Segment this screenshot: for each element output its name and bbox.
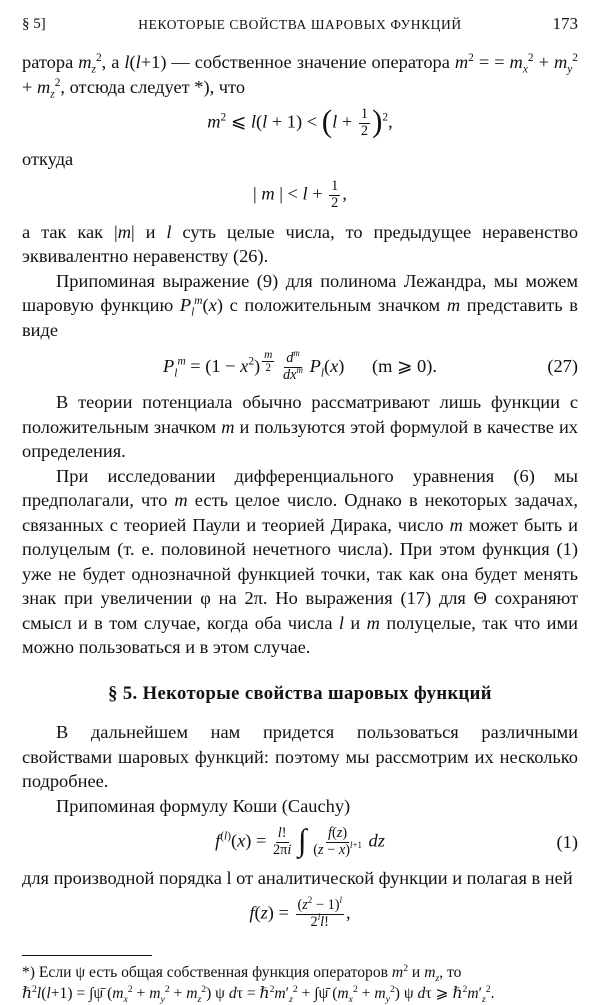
equation-1: $f^{(l)}(x)$ = $\frac{l!}{2\pi i}$ ∫ $\frac{f(z)}{(z - x)^{l+1}}$ dz (1) bbox=[215, 821, 578, 858]
page-body bbox=[22, 50, 578, 1004]
paragraph: В дальнейшем нам придется пользоваться различными свойствами шаровых функций: поэтому мы рассмотрим их несколько подробнее. bbox=[22, 722, 578, 791]
paragraph: для производной порядка l от аналитической функции и полагая в ней bbox=[22, 868, 573, 888]
section-heading: § 5. Некоторые свойства шаровых функций bbox=[108, 682, 492, 704]
paragraph: а так как |m| и l суть целые числа, то предыдущее неравенство эквивалентно неравенству (26). bbox=[22, 221, 579, 266]
equation-27: $P_l^m = (1 - x^2)$ $^{\frac{m}{2}}$ $\frac{d^m}{dx^m}$ $P_l(x)$ (m ⩾ 0). (27) bbox=[163, 348, 578, 383]
equation: | m | < l + $\frac{1}{2}$ , bbox=[253, 178, 347, 211]
page-number: 173 bbox=[552, 14, 578, 33]
paragraph: откуда bbox=[22, 149, 74, 169]
paragraph: Припоминая формулу Коши (Cauchy) bbox=[56, 795, 351, 816]
header-section: § 5] bbox=[22, 16, 46, 32]
equation-number: (1) bbox=[556, 831, 578, 852]
equation: f(z) = $\frac{(z^2 - 1)^l}{2^ll!}$ , bbox=[249, 895, 351, 930]
running-header bbox=[22, 14, 578, 38]
equation: $m^2$ ⩽ l(l + 1) < (l + $\frac{1}{2}$ )$^2$, bbox=[207, 102, 393, 139]
paragraph: Припоминая выражение (9) для полинома Лежандра, мы можем шаровую функцию $P_l^m(x)$ с положительным значком m представить в виде bbox=[22, 270, 578, 340]
paragraph: При исследовании дифференциального уравнения (6) мы предполагали, что m есть целое число. Однако в некоторых задачах, связанных с теорией Паули и теорией Дирака, число m может быть и полуцелым (т. е. половиной нечетного числа). При этом функция (1) уже не будет однозначной функцией точки, так как она будет менять знак при увеличении φ на 2π. Но выражения (17) для Θ сохраняют смысл и в том случае, когда оба числа l и m полуцелые, так что ими можно пользоваться и в этом случае. bbox=[22, 465, 579, 657]
header-title: НЕКОТОРЫЕ СВОЙСТВА ШАРОВЫХ ФУНКЦИЙ bbox=[138, 17, 462, 32]
footnote: *) Если ψ есть общая собственная функция операторов $m^2$ и $m_z$, то ℏ$^2$l(l+1) = ∫ψ̄ $(m_x^2 + m_y^2 + m_z^2)$ ψ $d\tau = \hbar^2m'_z^2$ + ∫ψ̄ $(m_x^2 + m_y^2)$ ψ dτ ⩾ $\hbar^2m'_z^2$. bbox=[22, 962, 495, 1005]
footnote-rule bbox=[22, 955, 152, 956]
paragraph: ратора $m_z^2$, а l(l+1) — собственное значение оператора $m^2$ = = $m_x^2 + m_y^2 + m_z^2$, отсюда следует *), что bbox=[22, 51, 578, 101]
equation-number: (27) bbox=[547, 355, 578, 376]
paragraph: В теории потенциала обычно рассматривают лишь функции с положительным значком m и пользуются этой формулой в качестве их определения. bbox=[22, 392, 578, 461]
